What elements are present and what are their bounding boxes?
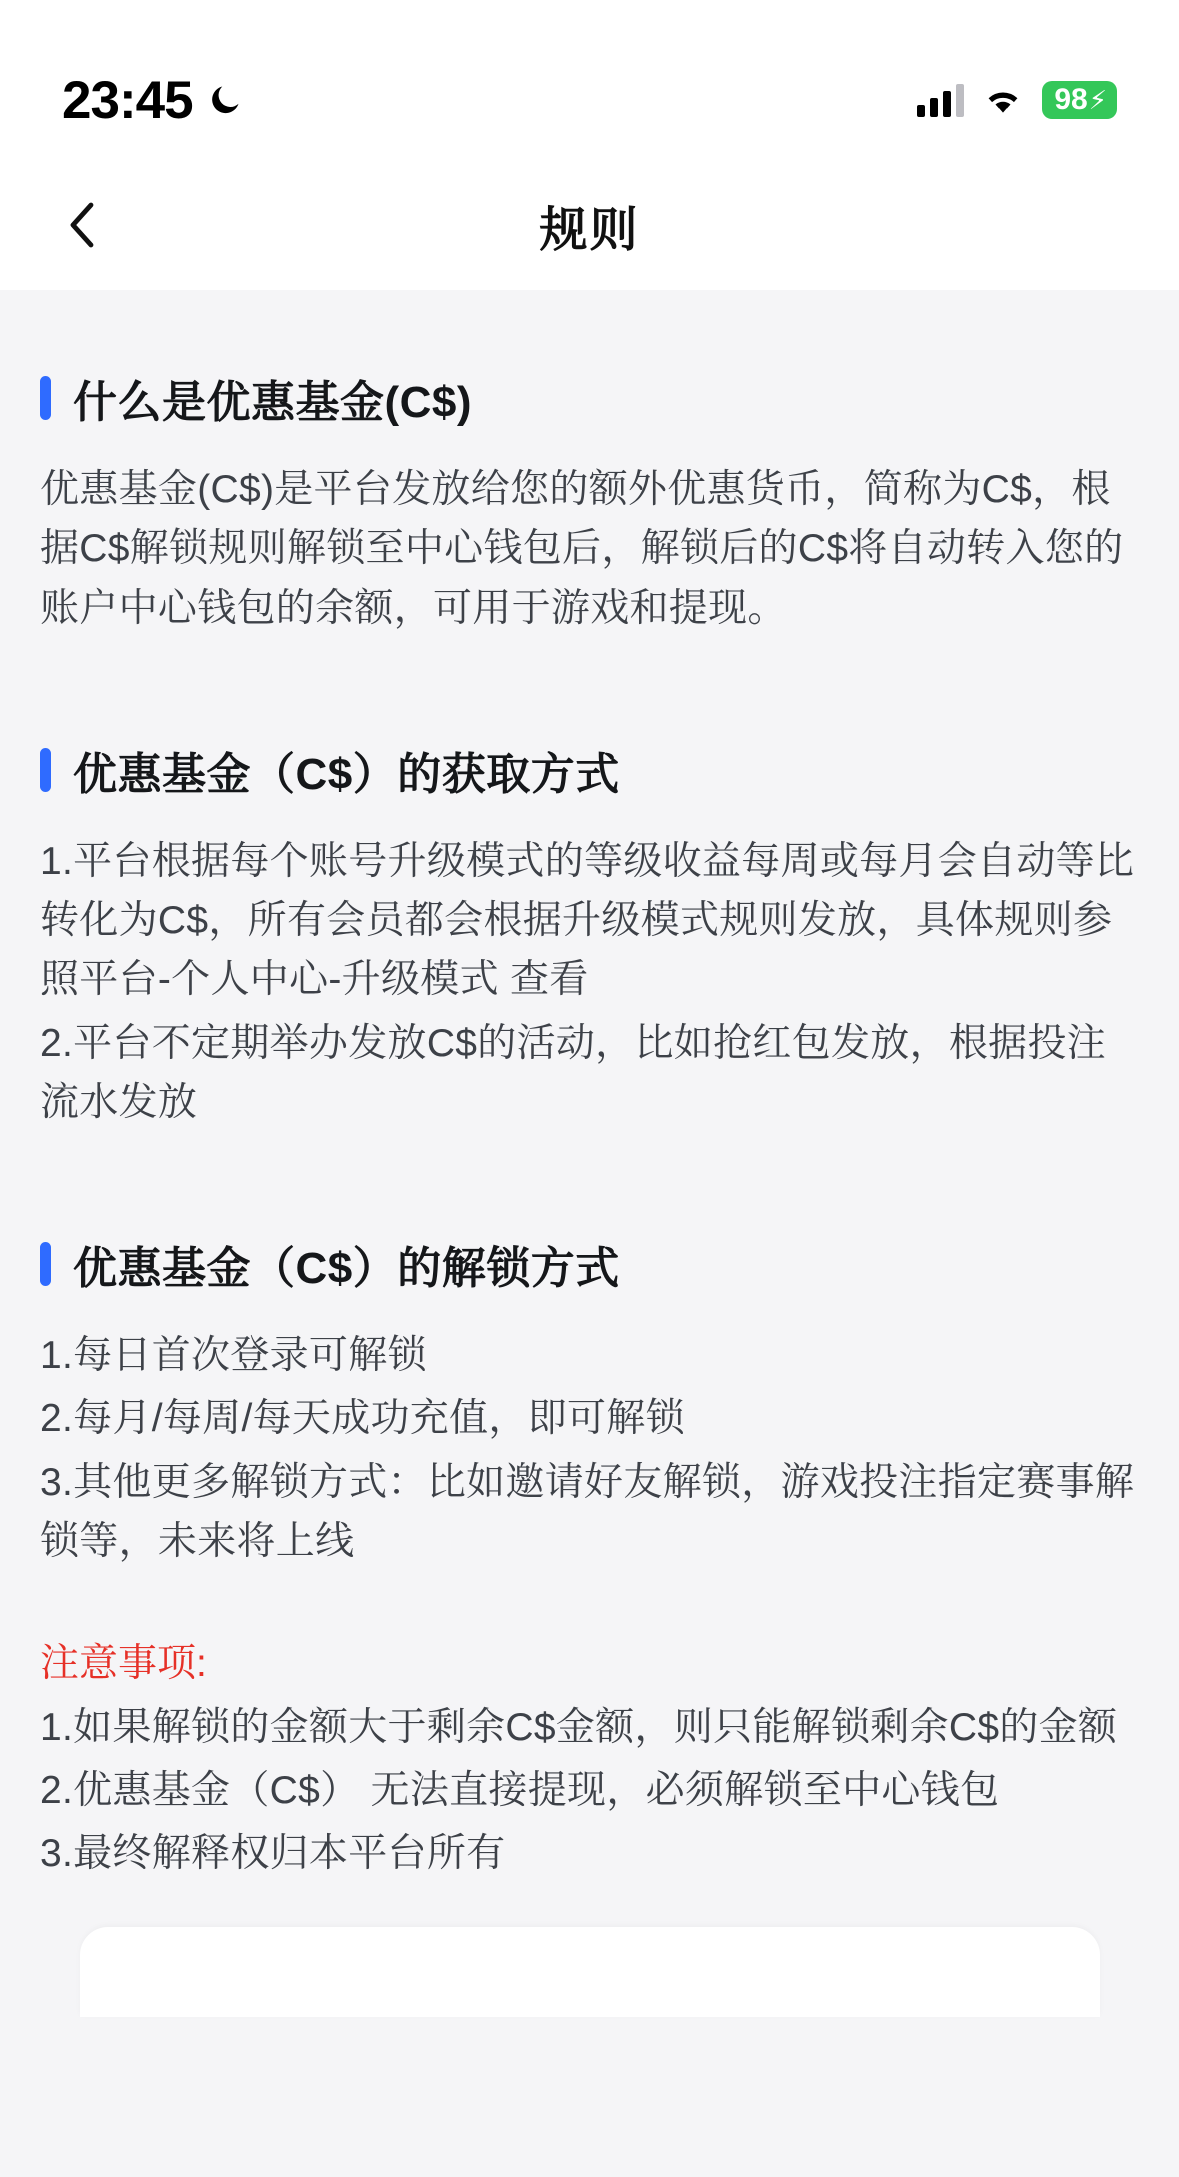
nav-bar <box>0 160 1179 290</box>
notice-item: 1.如果解锁的金额大于剩余C$金额，则只能解锁剩余C$的金额 <box>40 1705 1118 1749</box>
accent-bar-icon <box>40 748 51 792</box>
section-what-is-fund <box>40 366 1139 638</box>
back-button[interactable] <box>42 185 122 265</box>
section-header <box>40 738 1139 802</box>
section-paragraph: 1.平台根据每个账号升级模式的等级收益每周或每月会自动等比转化为C$，所有会员都会根据升级模式规则发放，具体规则参照平台-个人中心-升级模式 查看 <box>40 839 1135 1002</box>
status-bar-right <box>917 81 1117 119</box>
accent-bar-icon <box>40 376 51 420</box>
rules-content <box>0 290 1179 2177</box>
section-title: 什么是优惠基金(C$) <box>73 378 473 427</box>
section-paragraph: 2.平台不定期举办发放C$的活动，比如抢红包发放，根据投注流水发放 <box>40 1021 1107 1124</box>
crescent-moon-icon <box>207 82 243 118</box>
section-how-to-get <box>40 738 1139 1132</box>
cellular-signal-icon <box>917 83 964 117</box>
status-bar-left <box>62 70 243 130</box>
status-bar <box>0 0 1179 160</box>
section-paragraph: 3.其他更多解锁方式：比如邀请好友解锁，游戏投注指定赛事解锁等，未来将上线 <box>40 1460 1135 1563</box>
section-paragraph: 2.每月/每周/每天成功充值，即可解锁 <box>40 1397 685 1441</box>
section-title: 优惠基金（C$）的解锁方式 <box>73 1244 620 1294</box>
back-chevron-icon <box>69 201 95 249</box>
section-header <box>40 1232 1139 1296</box>
spacer <box>40 1140 1139 1196</box>
page-title: 规则 <box>539 203 640 257</box>
section-header <box>40 366 1139 430</box>
battery-charging-icon: ⚡ <box>1088 85 1107 115</box>
notice-item: 2.优惠基金（C$） 无法直接提现，必须解锁至中心钱包 <box>40 1768 1000 1812</box>
battery-indicator <box>1042 81 1117 119</box>
section-how-to-unlock <box>40 1232 1139 1571</box>
status-time: 23:45 <box>62 70 193 130</box>
accent-bar-icon <box>40 1242 51 1286</box>
section-title: 优惠基金（C$）的获取方式 <box>73 749 620 799</box>
notice-block <box>40 1635 1139 1883</box>
bottom-card-peek <box>80 1927 1100 2017</box>
spacer <box>40 1579 1139 1619</box>
wifi-icon <box>982 84 1024 116</box>
notice-title: 注意事项: <box>40 1642 207 1686</box>
spacer <box>40 646 1139 702</box>
battery-level: 98 <box>1054 83 1088 116</box>
section-paragraph: 优惠基金(C$)是平台发放给您的额外优惠货币，简称为C$，根据C$解锁规则解锁至中心钱包后，解锁后的C$将自动转入您的账户中心钱包的余额，可用于游戏和提现。 <box>40 468 1124 630</box>
notice-item: 3.最终解释权归本平台所有 <box>40 1832 506 1876</box>
section-paragraph: 1.每日首次登录可解锁 <box>40 1334 427 1378</box>
